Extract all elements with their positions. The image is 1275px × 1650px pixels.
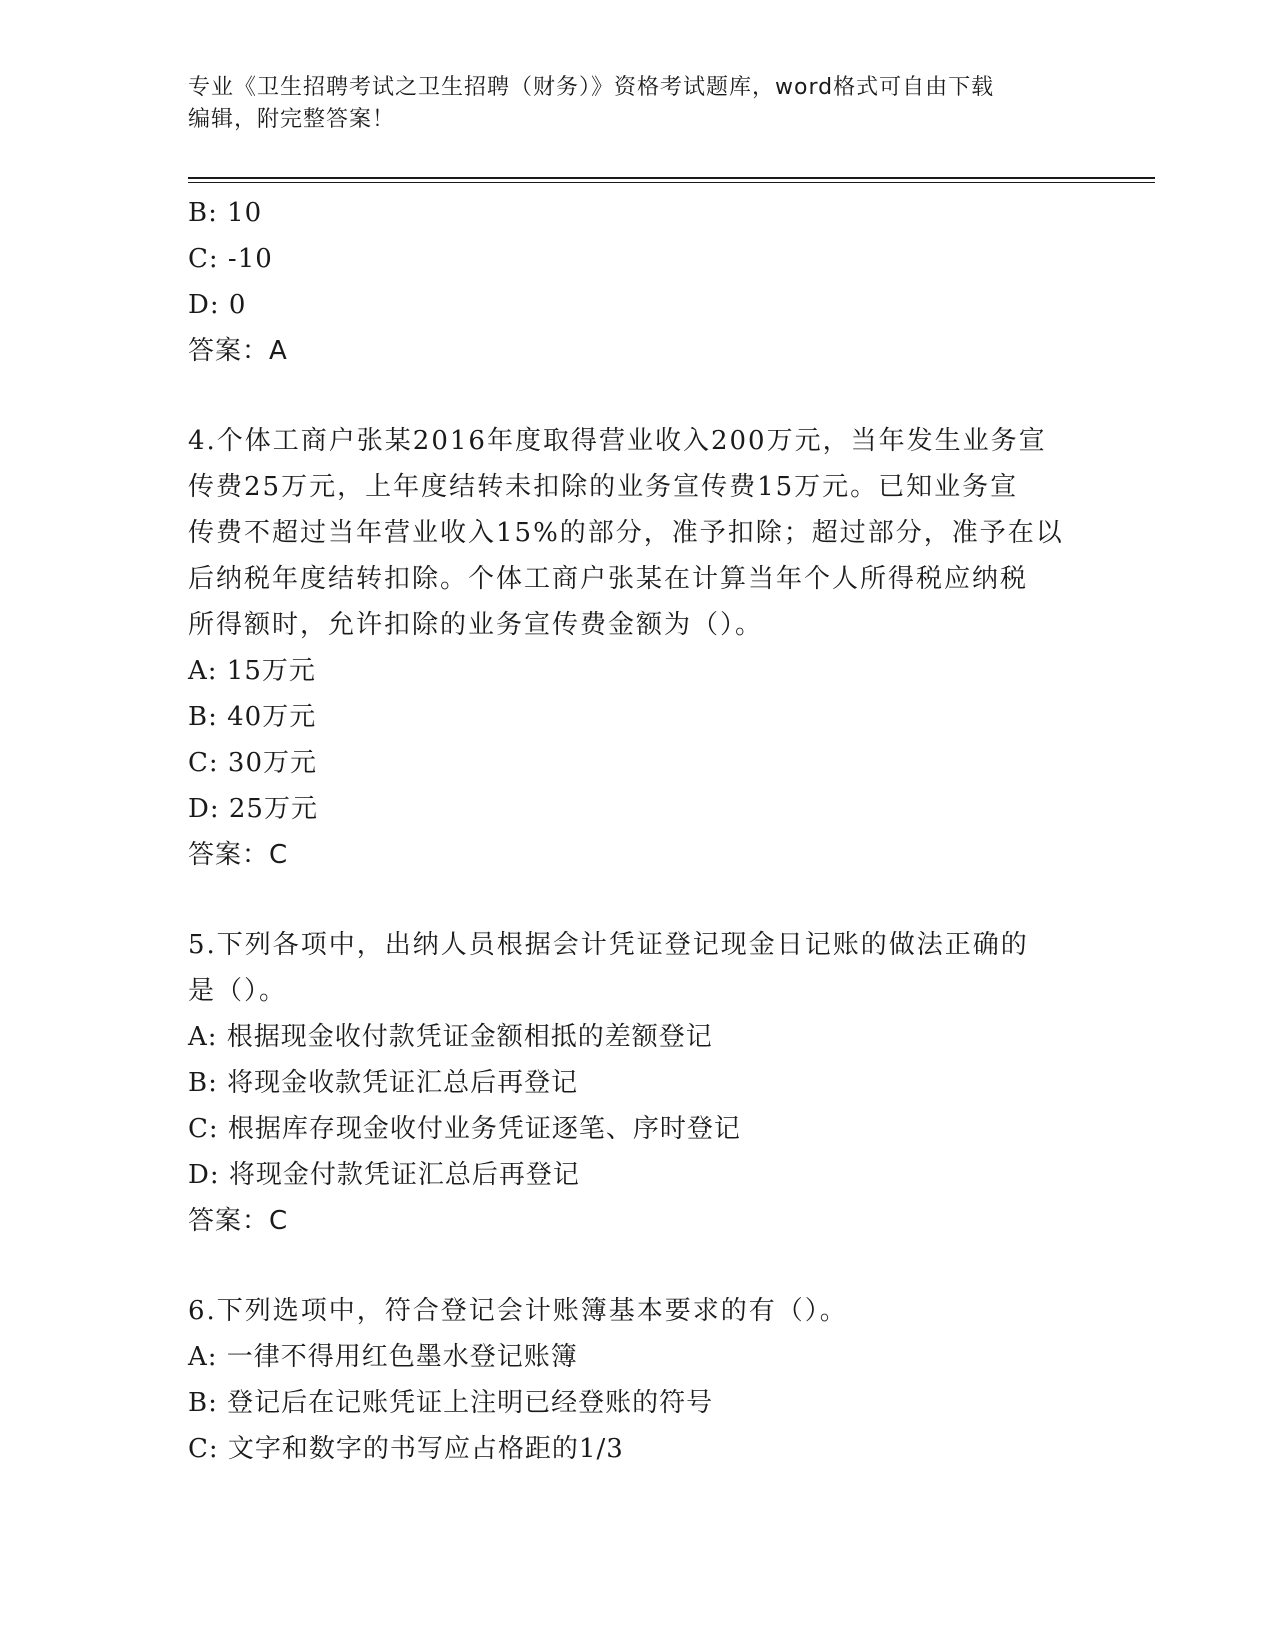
- document-body: [188, 190, 1108, 1472]
- option-a: A: 一律不得用红色墨水登记账簿: [188, 1342, 578, 1372]
- option-c: C: 30万元: [188, 748, 318, 778]
- question-6: [188, 1288, 1108, 1472]
- option-a: A: 15万元: [188, 656, 316, 686]
- spacer: [188, 878, 1108, 922]
- option-b: B: 40万元: [188, 702, 317, 732]
- header-line-2: 编辑，附完整答案！: [188, 107, 396, 132]
- question-5: [188, 922, 1108, 1244]
- spacer: [188, 374, 1108, 418]
- header-divider-thick: [188, 177, 1155, 179]
- spacer: [188, 1244, 1108, 1288]
- option-d: D: 将现金付款凭证汇总后再登记: [188, 1160, 580, 1190]
- header-divider-thin: [188, 182, 1155, 183]
- question-stem-line: 6.下列选项中，符合登记会计账簿基本要求的有（）。: [188, 1296, 848, 1326]
- option-b: B: 10: [188, 198, 263, 228]
- document-header: [188, 72, 1088, 136]
- option-c: C: -10: [188, 244, 273, 274]
- question-4: [188, 418, 1108, 878]
- option-a: A: 根据现金收付款凭证金额相抵的差额登记: [188, 1022, 713, 1052]
- question-stem-line: 后纳税年度结转扣除。个体工商户张某在计算当年个人所得税应纳税: [188, 564, 1029, 594]
- question-stem-line: 所得额时，允许扣除的业务宣传费金额为（）。: [188, 610, 764, 640]
- question-stem-line: 是（）。: [188, 976, 288, 1006]
- option-b: B: 登记后在记账凭证上注明已经登账的符号: [188, 1388, 714, 1418]
- question-stem-line: 4.个体工商户张某2016年度取得营业收入200万元，当年发生业务宣: [188, 426, 1047, 456]
- question-stem-line: 传费不超过当年营业收入15%的部分，准予扣除；超过部分，准予在以: [188, 518, 1064, 548]
- option-b: B: 将现金收款凭证汇总后再登记: [188, 1068, 579, 1098]
- option-c: C: 根据库存现金收付业务凭证逐笔、序时登记: [188, 1114, 741, 1144]
- option-c: C: 文字和数字的书写应占格距的1/3: [188, 1434, 624, 1464]
- question-stem-line: 传费25万元，上年度结转未扣除的业务宣传费15万元。已知业务宣: [188, 472, 1019, 502]
- answer-line: 答案：C: [188, 1206, 289, 1236]
- option-d: D: 0: [188, 290, 247, 320]
- question-3: [188, 190, 1108, 374]
- answer-line: 答案：A: [188, 336, 288, 366]
- header-line-1: 专业《卫生招聘考试之卫生招聘（财务）》资格考试题库，word格式可自由下载: [188, 75, 995, 100]
- answer-line: 答案：C: [188, 840, 289, 870]
- option-d: D: 25万元: [188, 794, 318, 824]
- question-stem-line: 5.下列各项中，出纳人员根据会计凭证登记现金日记账的做法正确的: [188, 930, 1029, 960]
